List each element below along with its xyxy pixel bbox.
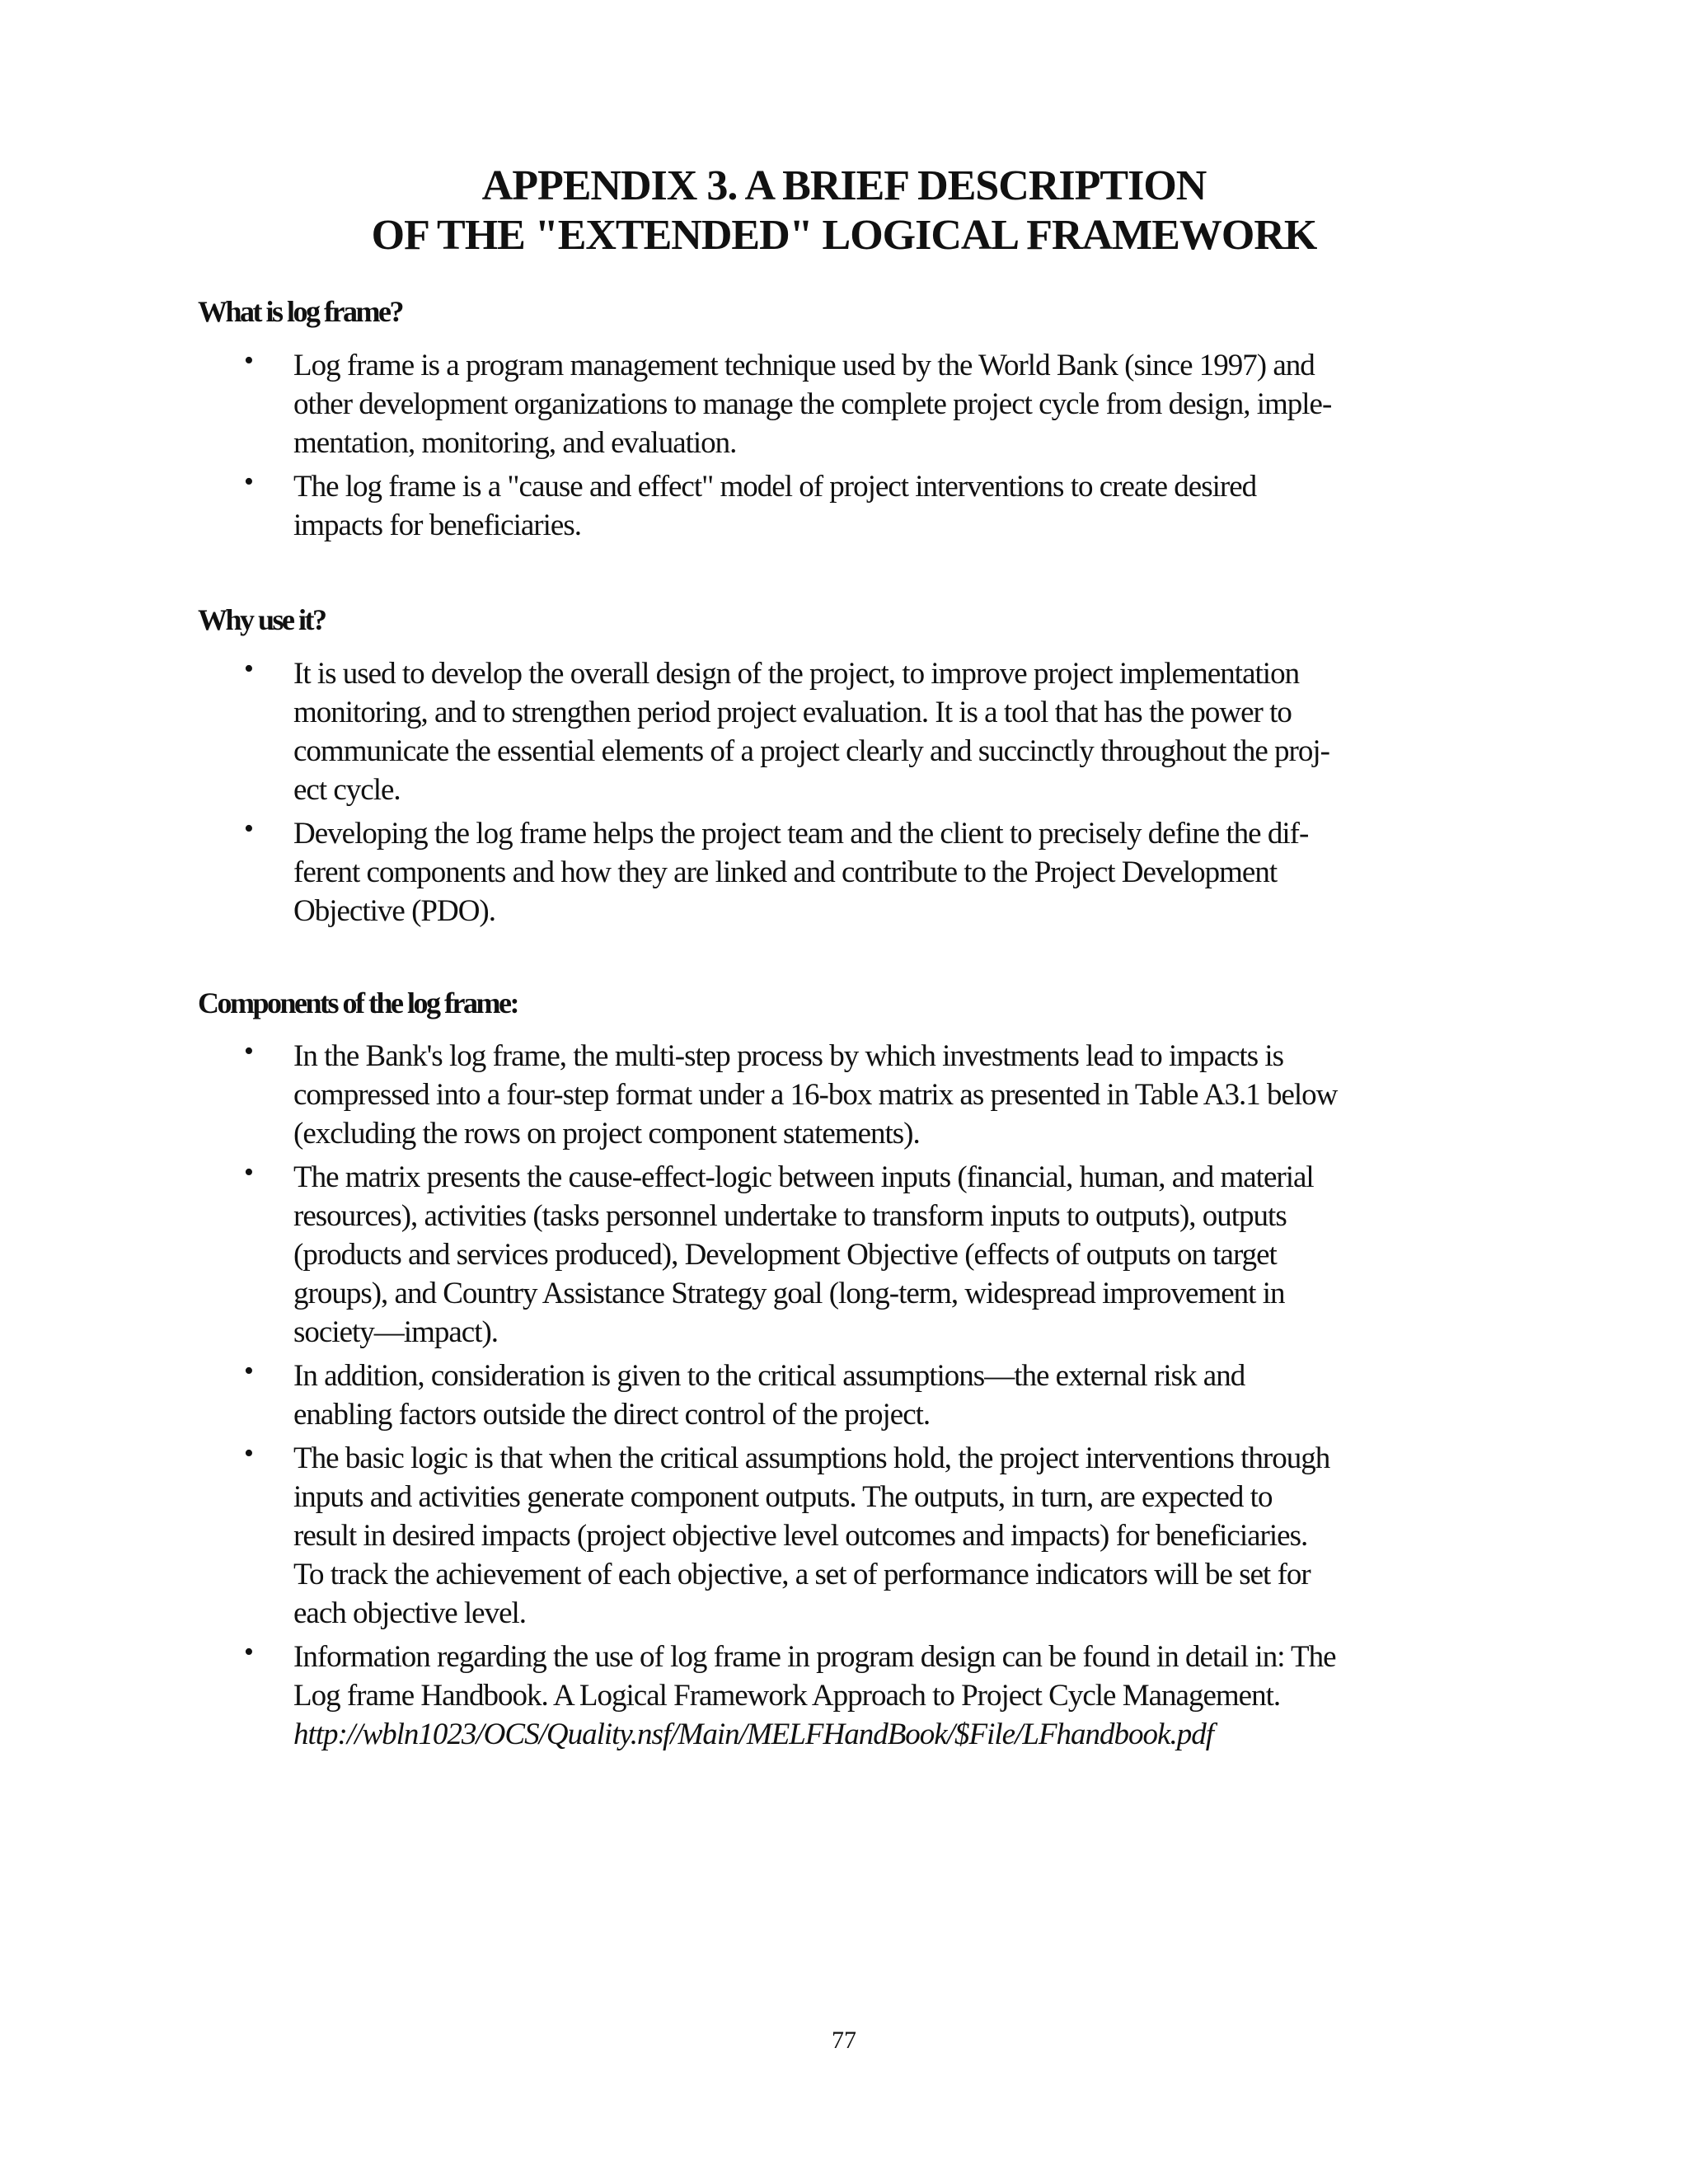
bullet-icon: • xyxy=(244,1036,253,1066)
title-line-2: OF THE "EXTENDED" LOGICAL FRAMEWORK xyxy=(371,212,1317,259)
list-item xyxy=(244,1158,1414,1352)
section-heading-why-use-it: Why use it? xyxy=(198,603,326,636)
list-item-text: In addition, consideration is given to the critical assumptions—the external risk and enabling factors outside the direct control of the project. xyxy=(293,1359,1245,1432)
bullet-icon: • xyxy=(244,466,253,497)
bullet-icon: • xyxy=(244,345,253,376)
list-item-text: The matrix presents the cause-effect-logic between inputs (financial, human, and material resources), activities (tasks personnel undertake to transform inputs to outputs), outputs (products and services produced), Development Objective (effects of outputs on target groups), and Country Assistance Strategy goal (long-term, widespread improvement in society—impact). xyxy=(293,1160,1314,1349)
bullet-icon: • xyxy=(244,654,253,684)
list-item-text: Information regarding the use of log frame in program design can be found in detail in: The Log frame Handbook. A Logical Framework Approach to Project Cycle Management. xyxy=(293,1640,1336,1713)
list-item-text: The basic logic is that when the critical assumptions hold, the project interventions through inputs and activities generate component outputs. The outputs, in turn, are expected to result in desired impacts (project objective level outcomes and impacts) for beneficiaries. To track the achievement of each objective, a set of performance indicators will be set for each objective level. xyxy=(293,1441,1330,1630)
list-item xyxy=(244,1037,1414,1153)
list-item xyxy=(244,346,1414,462)
title-line-1: APPENDIX 3. A BRIEF DESCRIPTION xyxy=(481,162,1207,209)
bullet-icon: • xyxy=(244,1356,253,1386)
list-item xyxy=(244,654,1414,809)
list-item-text: In the Bank's log frame, the multi-step process by which investments lead to impacts is compressed into a four-step format under a 16-box matrix as presented in Table A3.1 below (excluding the rows on project component statements). xyxy=(293,1039,1338,1151)
list-item-text: Log frame is a program management technique used by the World Bank (since 1997) and other development organizations to manage the complete project cycle from design, imple- mentation, monitoring, and evaluation. xyxy=(293,349,1332,460)
section-heading-what-is-log-frame: What is log frame? xyxy=(198,295,402,328)
list-item xyxy=(244,1357,1414,1434)
bullet-icon: • xyxy=(244,1637,253,1667)
bullet-icon: • xyxy=(244,813,253,844)
handbook-link[interactable]: http://wbln1023/OCS/Quality.nsf/Main/MELFHandBook/$File/LFhandbook.pdf xyxy=(293,1718,1214,1751)
bullet-list-components xyxy=(244,1037,1414,1759)
list-item xyxy=(244,1439,1414,1633)
bullet-list-what-is-log-frame xyxy=(244,346,1414,550)
page-title xyxy=(0,162,1688,260)
list-item-text: The log frame is a "cause and effect" model of project interventions to create desired impacts for beneficiaries. xyxy=(293,470,1257,542)
page-number: 77 xyxy=(832,2027,856,2054)
bullet-list-why-use-it xyxy=(244,654,1414,935)
list-item xyxy=(244,814,1414,930)
list-item xyxy=(244,467,1414,545)
section-heading-components: Components of the log frame: xyxy=(198,987,518,1019)
bullet-icon: • xyxy=(244,1438,253,1469)
list-item-text: It is used to develop the overall design of the project, to improve project implementation monitoring, and to strengthen period project evaluation. It is a tool that has the power to communicate the essential elements of a project clearly and succinctly throughout the proj- ect cycle. xyxy=(293,657,1329,807)
bullet-icon: • xyxy=(244,1157,253,1188)
list-item-text: Developing the log frame helps the project team and the client to precisely define the dif- ferent components and how they are linked and contribute to the Project Development Objective (PDO). xyxy=(293,817,1309,928)
list-item xyxy=(244,1638,1414,1754)
